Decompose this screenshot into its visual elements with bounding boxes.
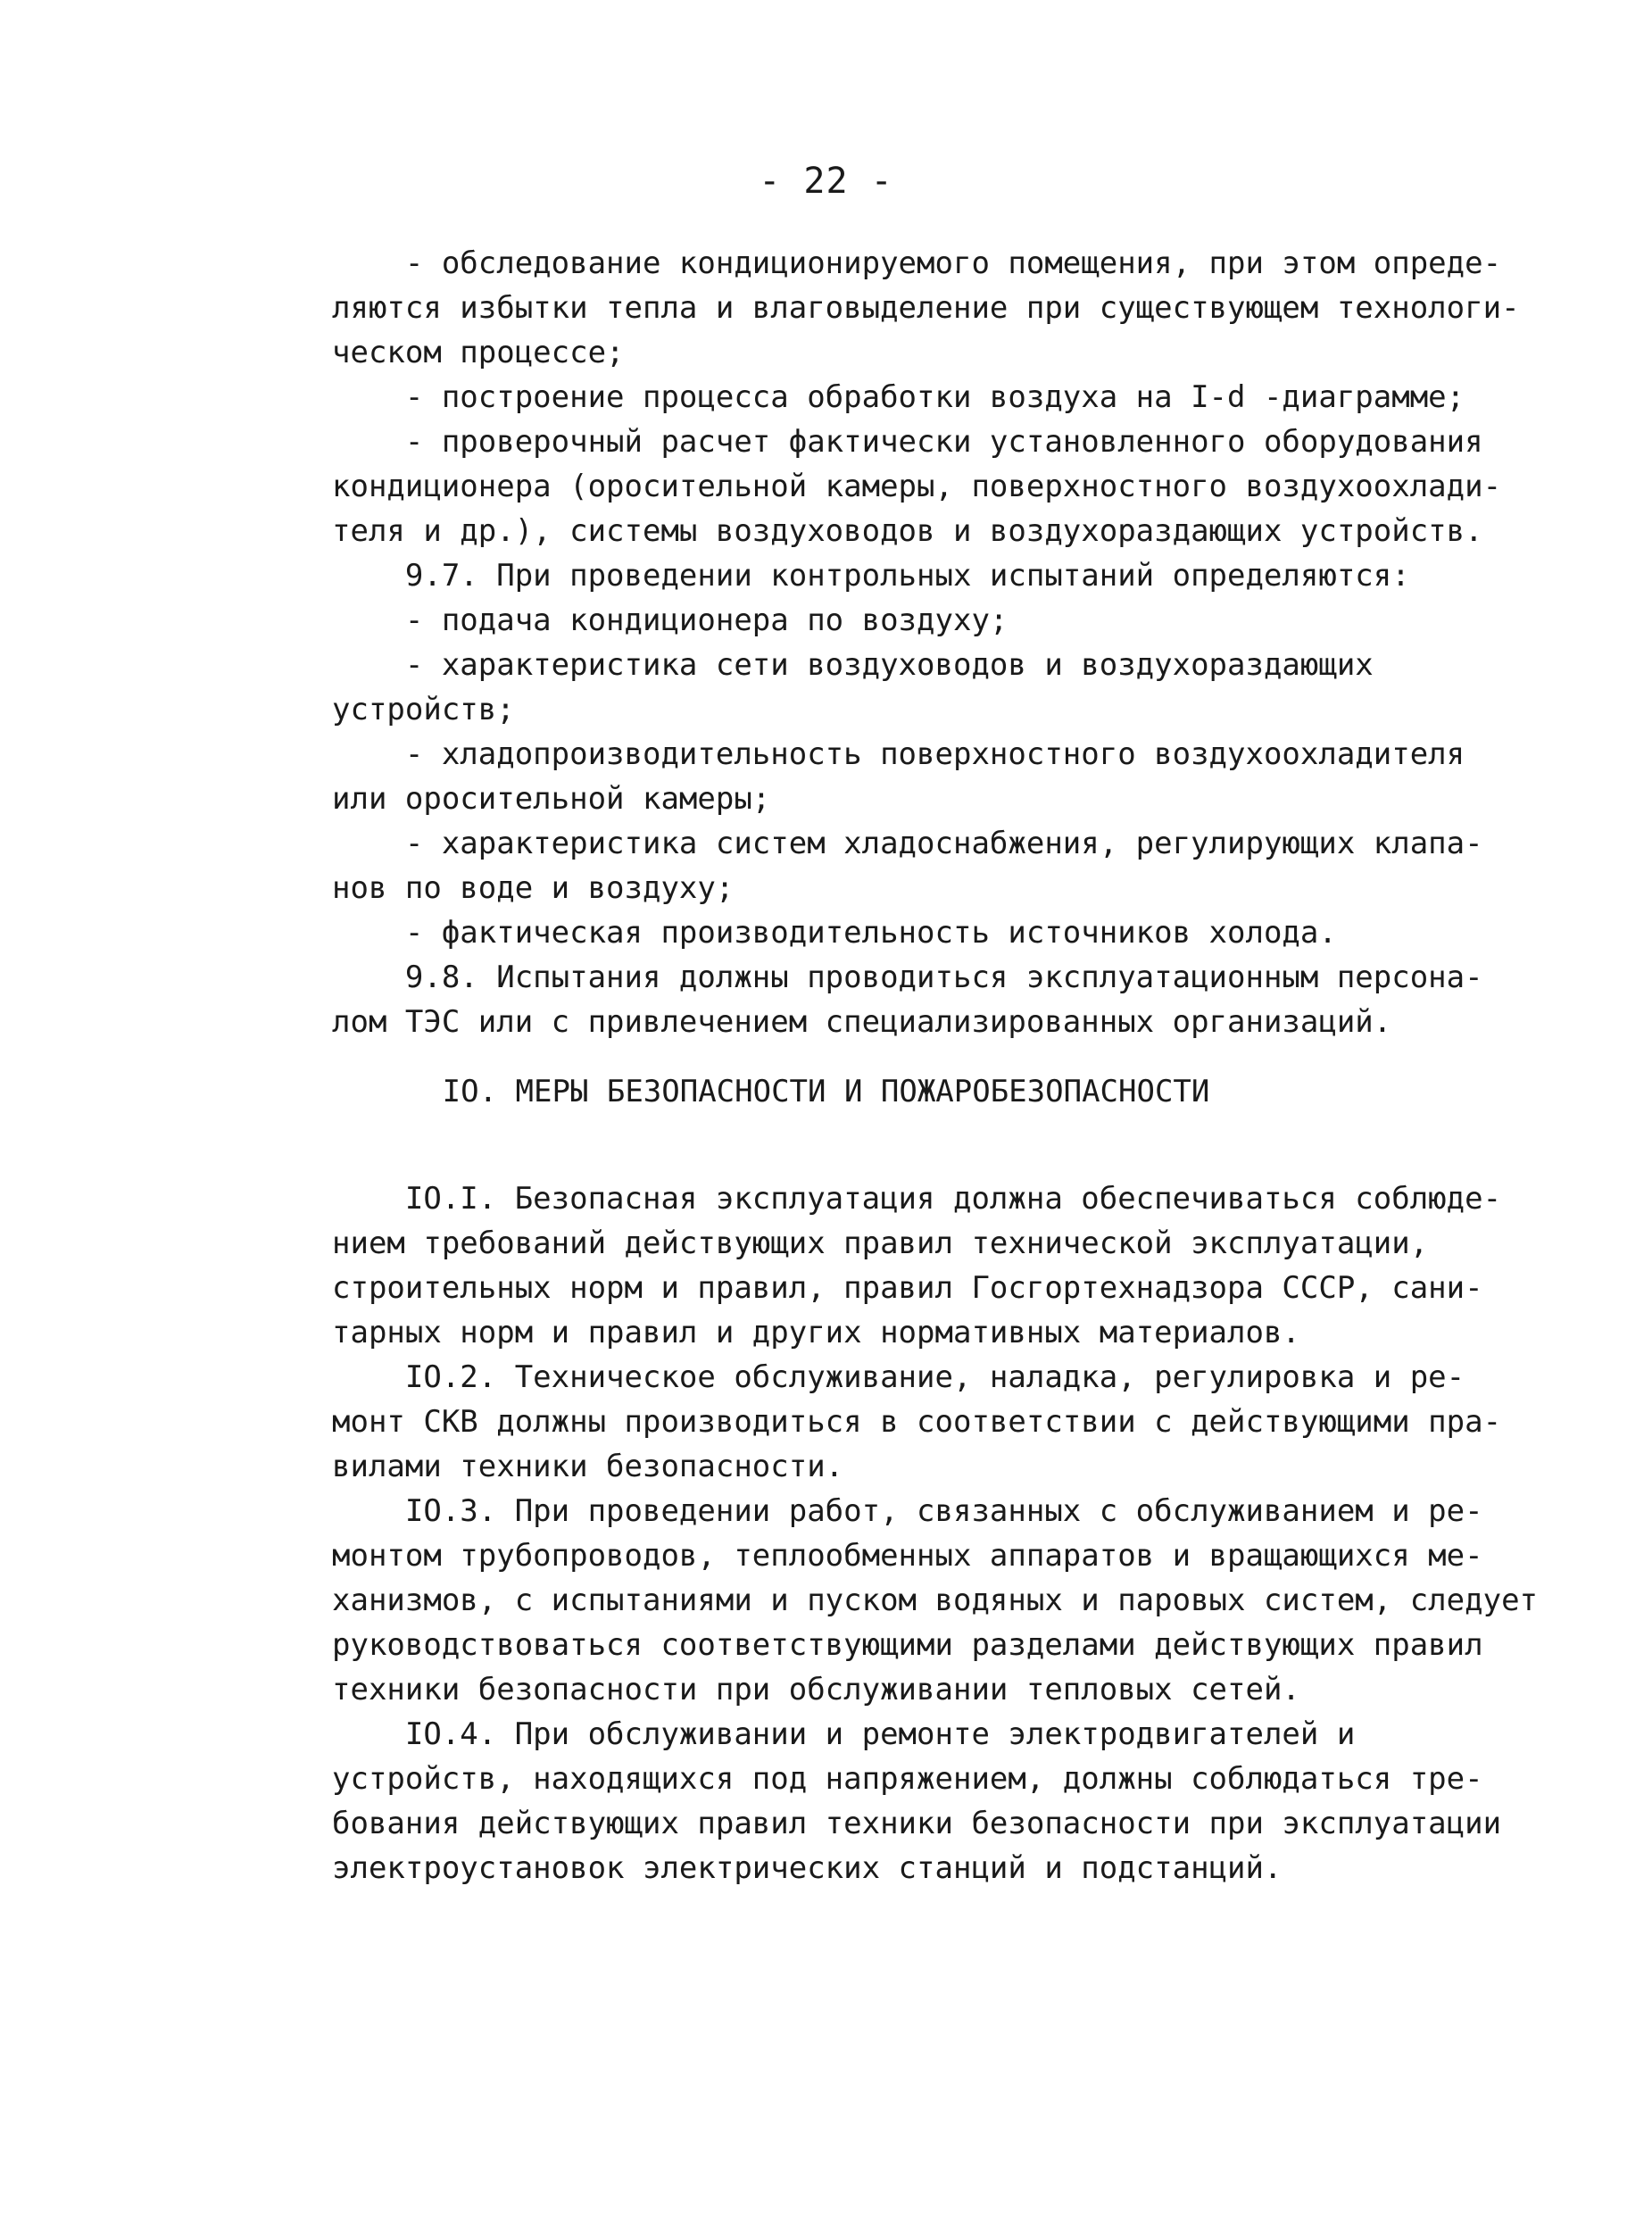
- text-line: теля и др.), системы воздуховодов и воздухораздающих устройств.: [332, 513, 1483, 549]
- text-block-section-10: [332, 1176, 1539, 1890]
- text-line: IO.2. Техническое обслуживание, наладка, регулировка и ре-: [332, 1359, 1465, 1395]
- text-line: - подача кондиционера по воздуху;: [332, 602, 1009, 638]
- text-line: или оросительной камеры;: [332, 781, 771, 817]
- text-line: IO.I. Безопасная эксплуатация должна обеспечиваться соблюде-: [332, 1181, 1502, 1217]
- text-line: строительных норм и правил, правил Госгортехнадзора СССР, сани-: [332, 1270, 1483, 1306]
- text-line: - проверочный расчет фактически установленного оборудования: [332, 424, 1483, 460]
- text-line: нов по воде и воздуху;: [332, 870, 735, 906]
- text-line: - обследование кондиционируемого помещения, при этом опреде-: [332, 245, 1502, 281]
- text-line: - построение процесса обработки воздуха на I-d -диаграмме;: [332, 379, 1465, 415]
- text-line: ческом процессе;: [332, 335, 625, 370]
- text-line: монт СКВ должны производиться в соответствии с действующими пра-: [332, 1404, 1502, 1440]
- text-line: IO.4. При обслуживании и ремонте электродвигателей и: [332, 1716, 1356, 1752]
- text-block-section-9: [332, 241, 1520, 1044]
- text-line: устройств;: [332, 692, 515, 727]
- text-line: бования действующих правил техники безопасности при эксплуатации: [332, 1806, 1502, 1841]
- text-line: 9.8. Испытания должны проводиться эксплуатационным персона-: [332, 960, 1483, 995]
- text-line: кондиционера (оросительной камеры, поверхностного воздухоохлади-: [332, 469, 1502, 504]
- text-line: ляются избытки тепла и влаговыделение при существующем технологи-: [332, 290, 1520, 326]
- text-line: ханизмов, с испытаниями и пуском водяных и паровых систем, следует: [332, 1583, 1539, 1618]
- text-line: монтом трубопроводов, теплообменных аппаратов и вращающихся ме-: [332, 1538, 1483, 1574]
- text-line: электроустановок электрических станций и подстанций.: [332, 1850, 1283, 1886]
- text-line: - фактическая производительность источников холода.: [332, 915, 1337, 951]
- text-line: тарных норм и правил и других нормативных материалов.: [332, 1315, 1300, 1350]
- text-line: IO.3. При проведении работ, связанных с обслуживанием и ре-: [332, 1493, 1483, 1529]
- text-line: - хладопроизводительность поверхностного воздухоохладителя: [332, 736, 1465, 772]
- section-heading: IO. МЕРЫ БЕЗОПАСНОСТИ И ПОЖАРОБЕЗОПАСНОСТИ: [442, 1074, 1210, 1109]
- text-line: нием требований действующих правил технической эксплуатации,: [332, 1226, 1429, 1261]
- text-line: техники безопасности при обслуживании тепловых сетей.: [332, 1672, 1300, 1707]
- text-line: устройств, находящихся под напряжением, должны соблюдаться тре-: [332, 1761, 1483, 1797]
- text-line: 9.7. При проведении контрольных испытаний определяются:: [332, 558, 1410, 594]
- text-line: - характеристика сети воздуховодов и воздухораздающих: [332, 647, 1374, 683]
- text-line: вилами техники безопасности.: [332, 1449, 844, 1484]
- page-number: - 22 -: [759, 161, 893, 202]
- text-line: лом ТЭС или с привлечением специализированных организаций.: [332, 1004, 1392, 1040]
- text-line: руководствоваться соответствующими разделами действующих правил: [332, 1627, 1483, 1663]
- text-line: - характеристика систем хладоснабжения, регулирующих клапа-: [332, 826, 1483, 861]
